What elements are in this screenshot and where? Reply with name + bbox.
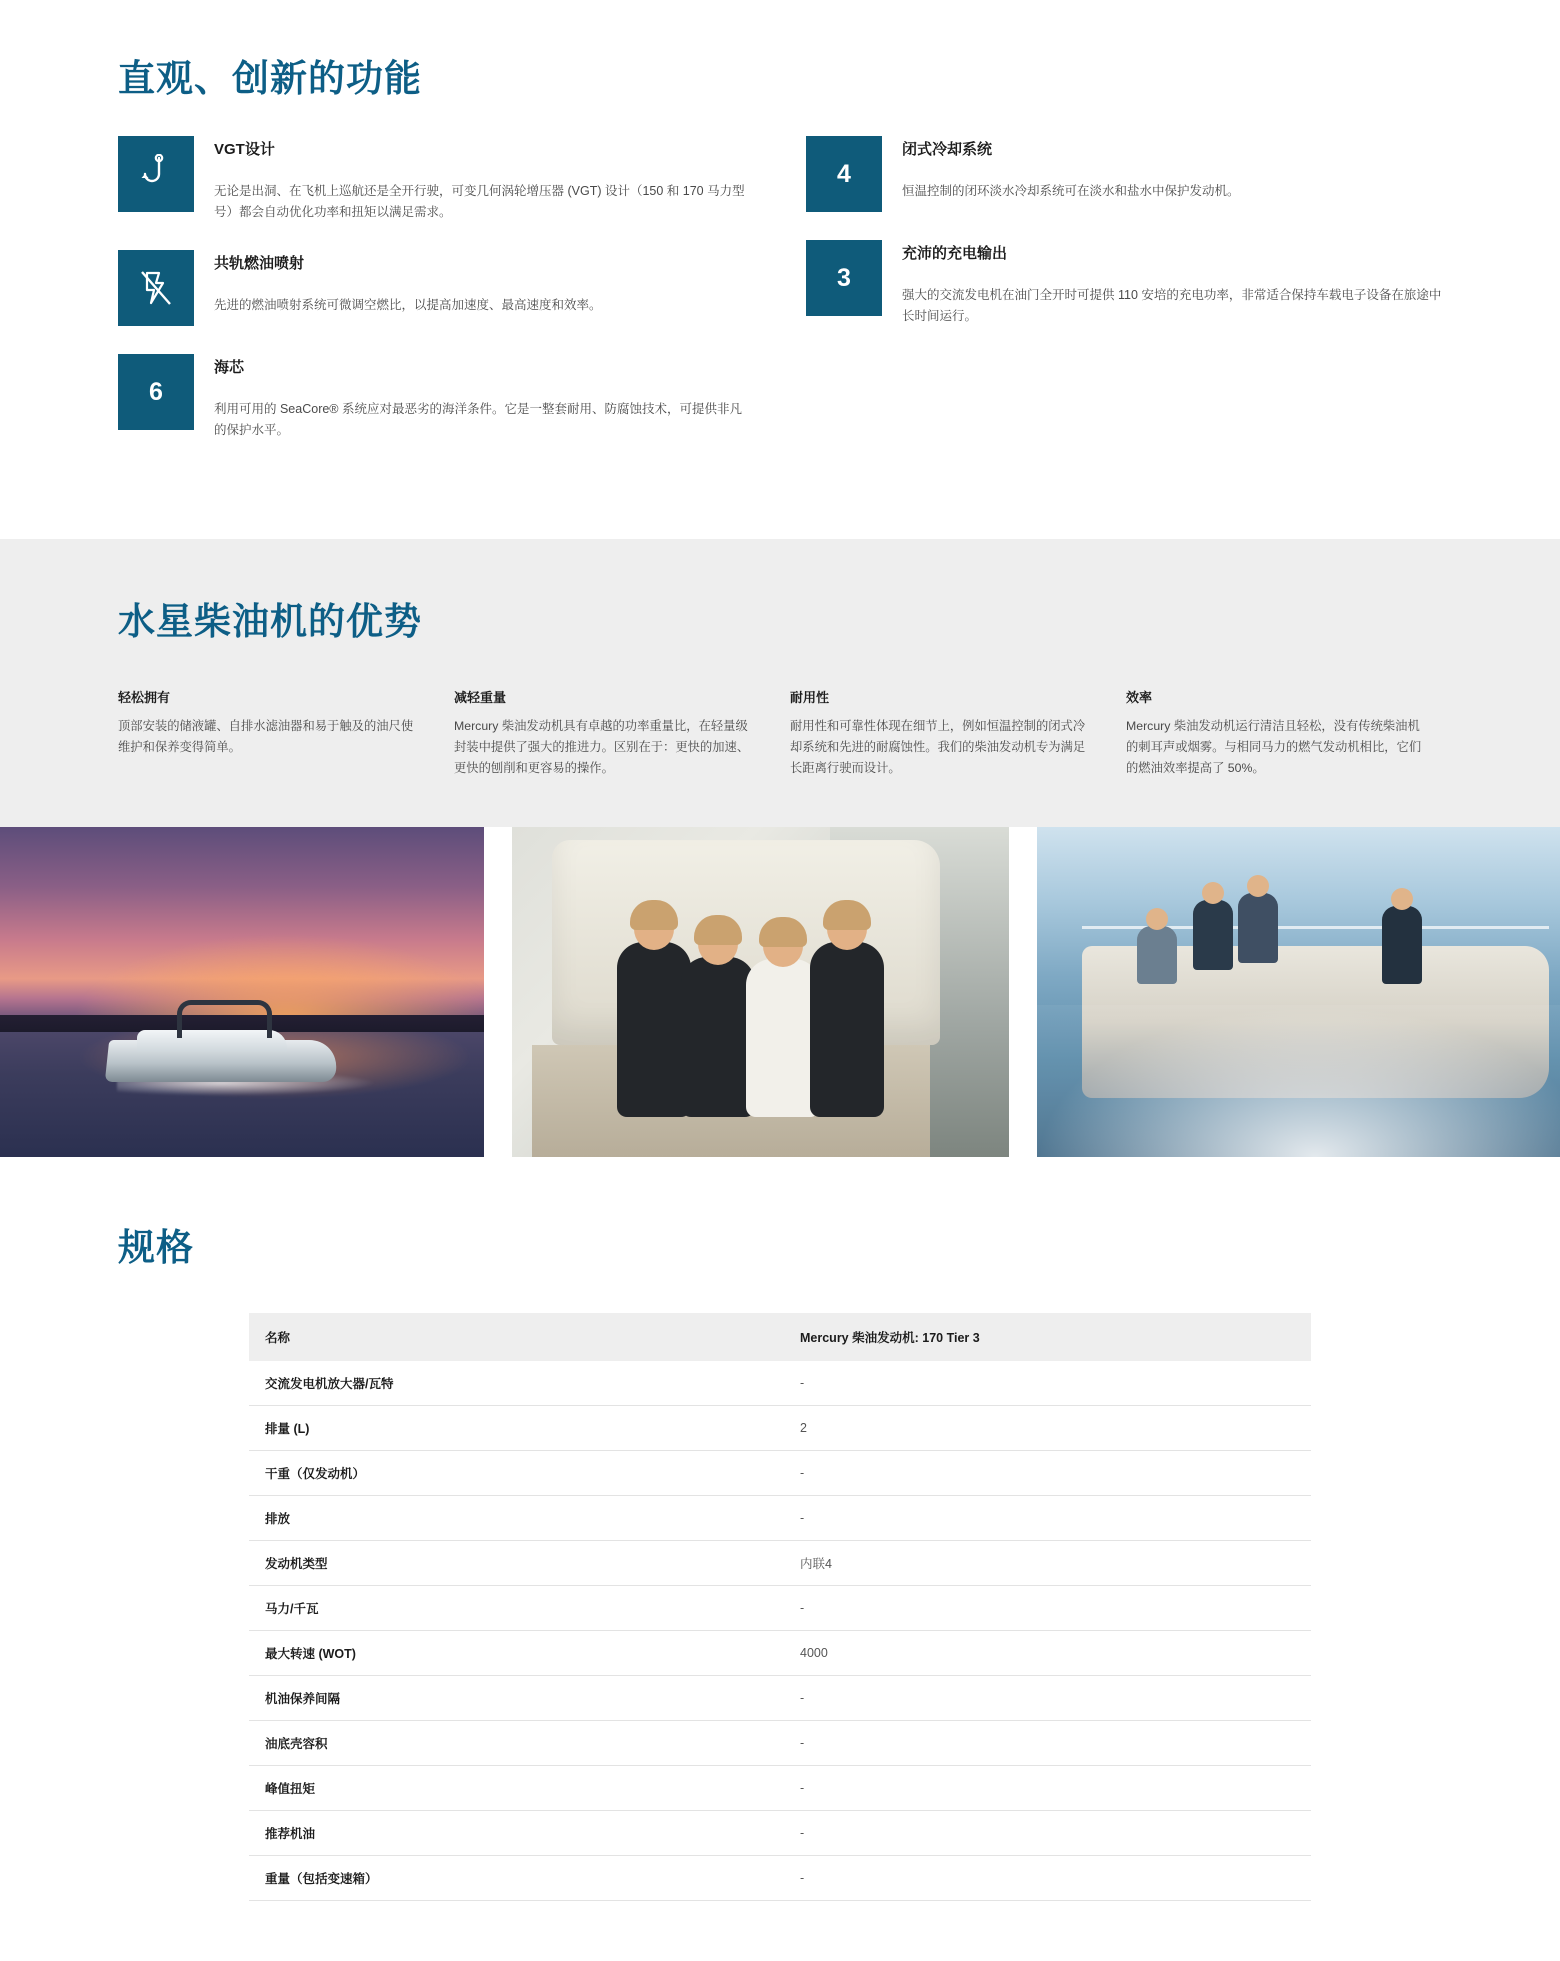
advantage-heading: 耐用性 xyxy=(790,689,830,705)
spec-label: 马力/千瓦 xyxy=(249,1585,784,1630)
pontoon-boat-photo xyxy=(1037,827,1560,1157)
person-figure xyxy=(746,959,820,1117)
water-spray xyxy=(1037,1005,1560,1157)
person-figure xyxy=(810,942,884,1117)
boat-tower xyxy=(177,1000,272,1038)
feature-description: 先进的燃油喷射系统可微调空燃比，以提高加速度、最高速度和效率。 xyxy=(214,298,602,313)
table-row xyxy=(249,1765,1311,1810)
person-figure xyxy=(1193,900,1233,970)
spec-value: - xyxy=(784,1765,1311,1810)
speedboat-shape xyxy=(107,1005,337,1100)
feature-description: 恒温控制的闭环淡水冷却系统可在淡水和盐水中保护发动机。 xyxy=(902,184,1240,198)
spec-label: 排放 xyxy=(249,1495,784,1540)
table-row xyxy=(249,1630,1311,1675)
table-row xyxy=(249,1450,1311,1495)
spec-label: 干重（仅发动机） xyxy=(249,1450,784,1495)
feature-heading: VGT设计 xyxy=(214,141,275,158)
person-figure xyxy=(1238,893,1278,963)
advantage-item-durability xyxy=(790,687,1095,779)
spec-label: 最大转速 (WOT) xyxy=(249,1630,784,1675)
spec-label: 发动机类型 xyxy=(249,1540,784,1585)
spec-label: 机油保养间隔 xyxy=(249,1675,784,1720)
fuel-injection-icon xyxy=(118,250,194,326)
feature-item-charging-output xyxy=(806,240,1478,326)
specs-table-head xyxy=(249,1313,1311,1361)
person-figure xyxy=(681,957,755,1117)
advantages-title: 水星柴油机的优势 xyxy=(118,600,422,642)
feature-item-closed-cooling xyxy=(806,136,1478,212)
advantages-section xyxy=(0,539,1560,827)
feature-body xyxy=(194,250,602,316)
table-row xyxy=(249,1540,1311,1585)
hook-icon xyxy=(118,136,194,212)
advantage-item-weight xyxy=(454,687,759,779)
advantage-description: Mercury 柴油发动机具有卓越的功率重量比，在轻量级封装中提供了强大的推进力。区别在于：更快的加速、更快的刨削和更容易的操作。 xyxy=(454,718,750,775)
advantage-heading: 减轻重量 xyxy=(454,689,507,705)
boat-sunset-photo xyxy=(0,827,484,1157)
column-header-model: Mercury 柴油发动机: 170 Tier 3 xyxy=(784,1313,1311,1361)
person-figure xyxy=(1382,906,1422,984)
spec-value: 内联4 xyxy=(784,1540,1311,1585)
spec-value: 2 xyxy=(784,1405,1311,1450)
spec-value: 4000 xyxy=(784,1630,1311,1675)
feature-badge-number: 6 xyxy=(118,354,194,430)
spec-label: 重量（包括变速箱） xyxy=(249,1855,784,1900)
spec-label: 推荐机油 xyxy=(249,1810,784,1855)
features-grid xyxy=(118,136,1560,469)
advantage-description: Mercury 柴油发动机运行清洁且轻松，没有传统柴油机的刺耳声或烟雾。与相同马力的燃气发动机相比，它们的燃油效率提高了 50%。 xyxy=(1126,718,1422,775)
feature-item-seacore xyxy=(118,354,790,440)
spec-label: 交流发电机放大器/瓦特 xyxy=(249,1361,784,1406)
table-row xyxy=(249,1810,1311,1855)
feature-body xyxy=(194,354,754,440)
spec-value: - xyxy=(784,1855,1311,1900)
table-header-row xyxy=(249,1313,1311,1361)
specs-table xyxy=(249,1313,1311,1901)
specs-table-body xyxy=(249,1361,1311,1901)
feature-item-vgt xyxy=(118,136,790,222)
table-row xyxy=(249,1675,1311,1720)
advantage-heading: 效率 xyxy=(1126,689,1153,705)
person-figure xyxy=(1137,926,1177,984)
feature-heading: 闭式冷却系统 xyxy=(902,141,993,158)
specs-table-wrapper xyxy=(249,1313,1311,1901)
spec-value: - xyxy=(784,1720,1311,1765)
advantage-description: 顶部安装的储液罐、自排水滤油器和易于触及的油尺使维护和保养变得简单。 xyxy=(118,718,414,754)
features-section xyxy=(0,0,1560,539)
person-figure xyxy=(617,942,691,1117)
spec-value: - xyxy=(784,1810,1311,1855)
feature-description: 强大的交流发电机在油门全开时可提供 110 安培的充电功率，非常适合保持车载电子设备在旅途中长时间运行。 xyxy=(902,288,1442,323)
feature-badge-number: 4 xyxy=(806,136,882,212)
spec-label: 油底壳容积 xyxy=(249,1720,784,1765)
advantage-item-ownership xyxy=(118,687,423,779)
spec-value: - xyxy=(784,1495,1311,1540)
spec-value: - xyxy=(784,1585,1311,1630)
spec-value: - xyxy=(784,1450,1311,1495)
feature-description: 利用可用的 SeaCore® 系统应对最恶劣的海洋条件。它是一整套耐用、防腐蚀技术，可提供非凡的保护水平。 xyxy=(214,402,742,437)
advantage-heading: 轻松拥有 xyxy=(118,689,171,705)
table-row xyxy=(249,1405,1311,1450)
spec-value: - xyxy=(784,1361,1311,1406)
column-header-name: 名称 xyxy=(249,1313,784,1361)
feature-heading: 共轨燃油喷射 xyxy=(214,255,305,273)
spec-label: 峰值扭矩 xyxy=(249,1765,784,1810)
feature-body xyxy=(882,240,1442,326)
advantage-description: 耐用性和可靠性体现在细节上，例如恒温控制的闭式冷却系统和先进的耐腐蚀性。我们的柴油发动机专为满足长距离行驶而设计。 xyxy=(790,718,1086,775)
specifications-section xyxy=(0,1157,1560,1961)
specs-title: 规格 xyxy=(118,1226,194,1268)
table-row xyxy=(249,1855,1311,1900)
table-row xyxy=(249,1585,1311,1630)
feature-body xyxy=(194,136,754,222)
family-on-boat-photo xyxy=(512,827,1009,1157)
spec-label: 排量 (L) xyxy=(249,1405,784,1450)
features-title: 直观、创新的功能 xyxy=(118,58,422,99)
spec-value: - xyxy=(784,1675,1311,1720)
feature-description: 无论是出洞、在飞机上巡航还是全开行驶，可变几何涡轮增压器 (VGT) 设计（150 和 170 马力型号）都会自动优化功率和扭矩以满足需求。 xyxy=(214,184,745,219)
feature-body xyxy=(882,136,1240,202)
table-row xyxy=(249,1720,1311,1765)
table-row xyxy=(249,1495,1311,1540)
advantages-grid xyxy=(118,687,1560,779)
features-column-right xyxy=(806,136,1478,469)
feature-heading: 海芯 xyxy=(214,359,245,377)
feature-badge-number: 3 xyxy=(806,240,882,316)
photo-gallery xyxy=(0,827,1559,1157)
feature-heading: 充沛的充电输出 xyxy=(902,245,1008,262)
advantage-item-efficiency xyxy=(1126,687,1431,779)
table-row xyxy=(249,1361,1311,1406)
feature-item-fuel-injection xyxy=(118,250,790,326)
features-column-left xyxy=(118,136,790,469)
